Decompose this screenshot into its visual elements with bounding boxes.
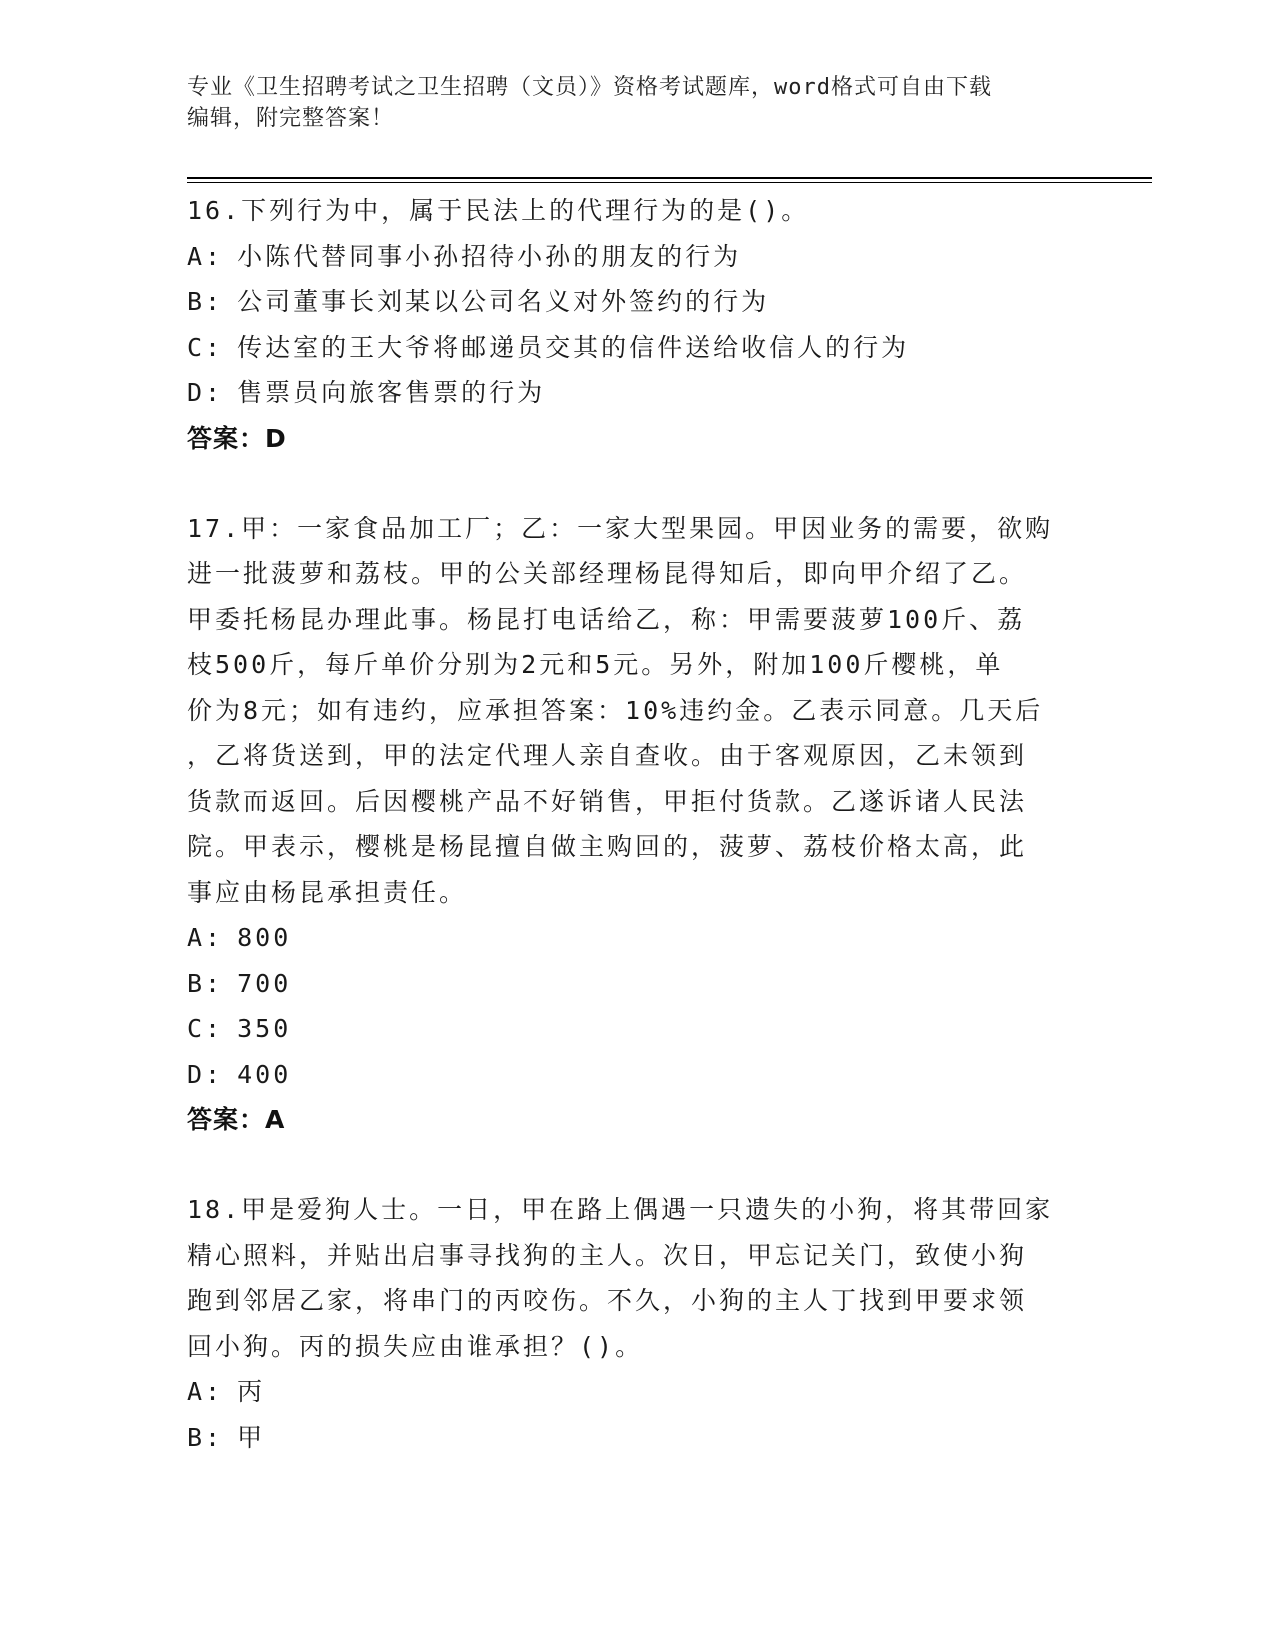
- option-a: [187, 915, 1087, 961]
- option-label: B:: [187, 1422, 224, 1452]
- question-spacer: [187, 462, 1087, 506]
- question-stem-line: 货款而返回。后因樱桃产品不好销售，甲拒付货款。乙遂诉诸人民法: [187, 786, 1028, 816]
- question-stem-line: 16.下列行为中，属于民法上的代理行为的是()。: [187, 196, 810, 225]
- question-spacer: [187, 1143, 1087, 1187]
- option-label: D:: [187, 1059, 224, 1089]
- option-text: 公司董事长刘某以公司名义对外签约的行为: [237, 287, 770, 316]
- question-stem-line: 17.甲：一家食品加工厂；乙：一家大型果园。甲因业务的需要，欲购: [187, 513, 1054, 543]
- question-stem-line: 枝500斤，每斤单价分别为2元和5元。另外，附加100斤樱桃，单: [187, 650, 1004, 679]
- option-text: 丙: [237, 1377, 266, 1406]
- option-text: 传达室的王大爷将邮递员交其的信件送给收信人的行为: [237, 332, 910, 362]
- question-stem-line: 价为8元；如有违约，应承担答案：10%违约金。乙表示同意。几天后: [187, 695, 1044, 725]
- option-c: [187, 325, 1087, 371]
- question-stem-line: 回小狗。丙的损失应由谁承担？()。: [187, 1331, 644, 1361]
- option-label: C:: [187, 332, 224, 362]
- answer-line: 答案：D: [187, 423, 287, 453]
- question-18: [187, 1187, 1087, 1460]
- option-d: [187, 1052, 1087, 1098]
- option-text: 700: [237, 968, 292, 998]
- option-b: [187, 1415, 1087, 1461]
- option-text: 350: [237, 1014, 292, 1043]
- document-header: [187, 72, 1087, 134]
- question-stem-line: 精心照料，并贴出启事寻找狗的主人。次日，甲忘记关门，致使小狗: [187, 1240, 1028, 1270]
- answer-line: 答案：A: [187, 1105, 286, 1134]
- question-stem-line: 跑到邻居乙家，将串门的丙咬伤。不久，小狗的主人丁找到甲要求领: [187, 1286, 1028, 1315]
- option-text: 售票员向旅客售票的行为: [237, 378, 546, 407]
- header-divider-thick: [187, 177, 1152, 179]
- option-label: D:: [187, 378, 224, 407]
- option-label: B:: [187, 968, 224, 998]
- option-b: [187, 279, 1087, 325]
- option-c: [187, 1006, 1087, 1052]
- header-line-2: 编辑，附完整答案！: [187, 106, 395, 131]
- option-label: B:: [187, 287, 224, 316]
- question-16: [187, 188, 1087, 462]
- header-line-1: 专业《卫生招聘考试之卫生招聘（文员）》资格考试题库，word格式可自由下载: [187, 75, 992, 100]
- option-label: A:: [187, 241, 224, 271]
- question-stem-line: 18.甲是爱狗人士。一日，甲在路上偶遇一只遗失的小狗，将其带回家: [187, 1195, 1054, 1224]
- option-label: A:: [187, 923, 224, 952]
- option-a: [187, 234, 1087, 280]
- option-d: [187, 370, 1087, 416]
- question-17: [187, 506, 1087, 1144]
- option-text: 小陈代替同事小孙招待小孙的朋友的行为: [237, 241, 742, 271]
- option-label: A:: [187, 1377, 224, 1406]
- header-divider-thin: [187, 182, 1152, 183]
- option-text: 800: [237, 923, 292, 952]
- option-label: C:: [187, 1014, 224, 1043]
- question-stem-line: 进一批菠萝和荔枝。甲的公关部经理杨昆得知后，即向甲介绍了乙。: [187, 559, 1028, 588]
- option-text: 400: [237, 1059, 292, 1089]
- question-stem-line: 事应由杨昆承担责任。: [187, 877, 468, 907]
- question-stem-line: 院。甲表示，樱桃是杨昆擅自做主购回的，菠萝、荔枝价格太高，此: [187, 832, 1028, 861]
- question-stem-line: ，乙将货送到，甲的法定代理人亲自查收。由于客观原因，乙未领到: [187, 741, 1028, 770]
- question-stem-line: 甲委托杨昆办理此事。杨昆打电话给乙，称：甲需要菠萝100斤、荔: [187, 604, 1026, 634]
- option-b: [187, 961, 1087, 1007]
- option-a: [187, 1369, 1087, 1415]
- question-list: [187, 188, 1087, 1460]
- option-text: 甲: [237, 1422, 266, 1452]
